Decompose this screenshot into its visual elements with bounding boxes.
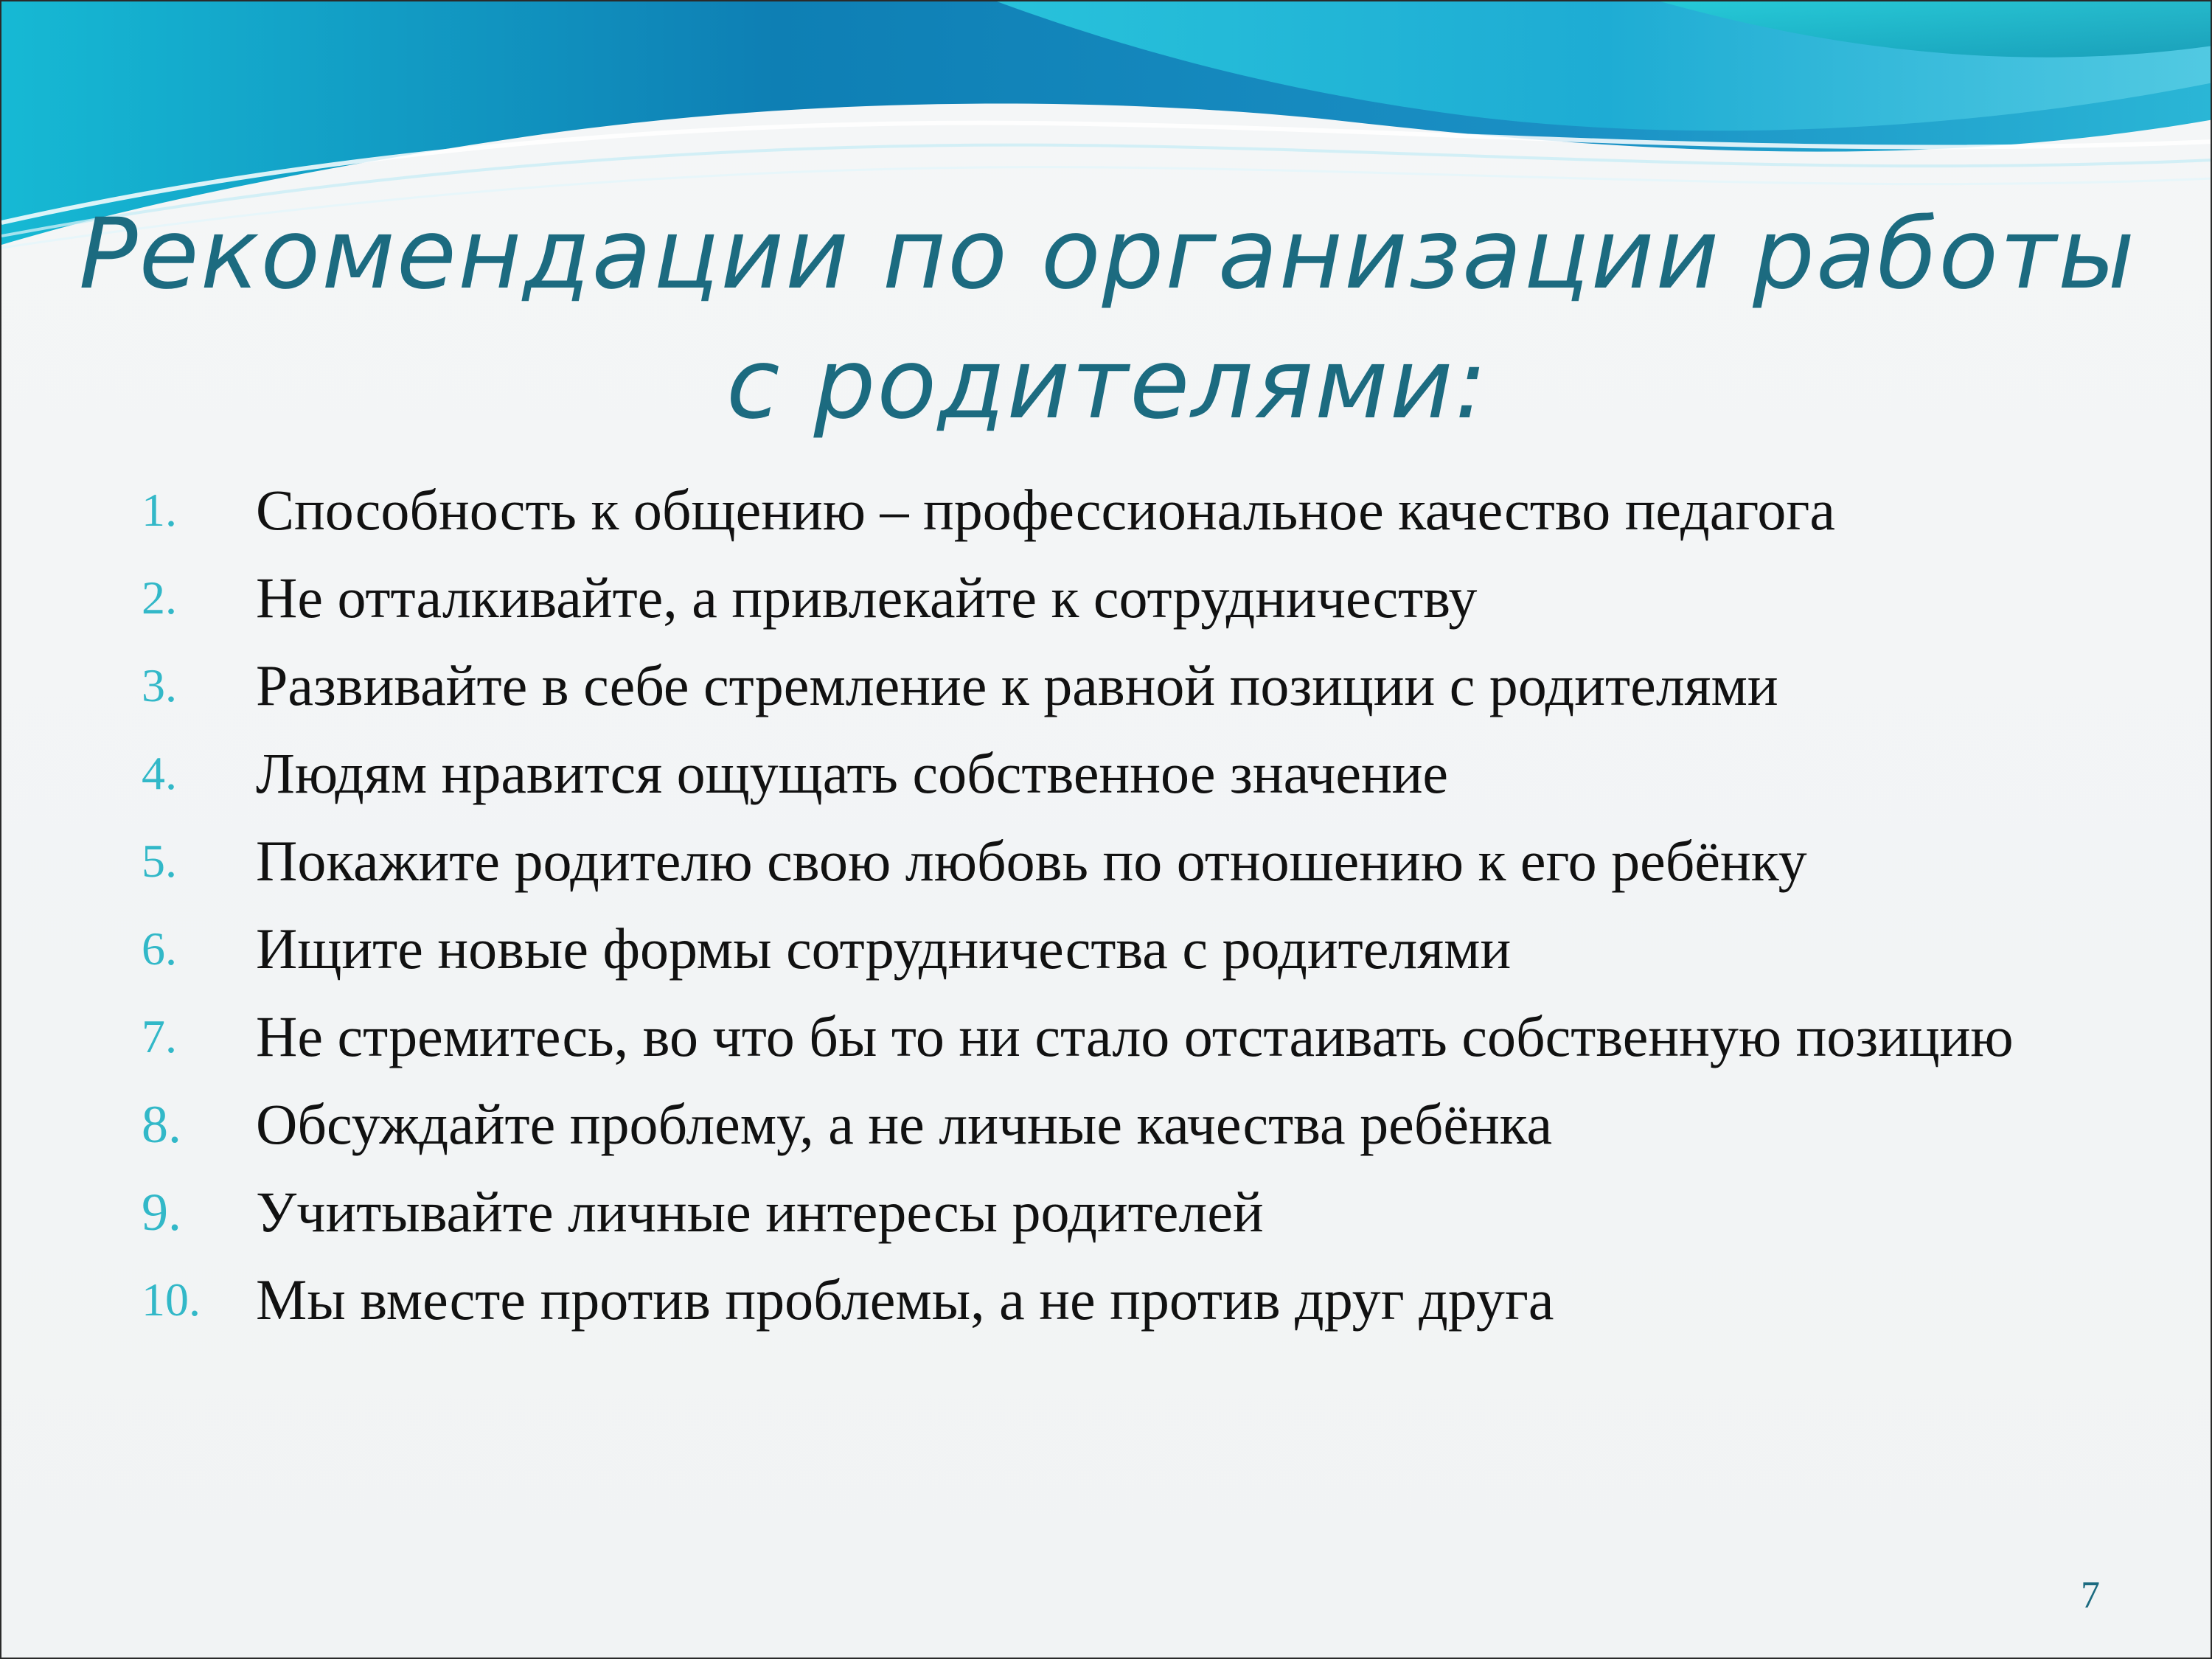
list-item-text: Способность к общению – профессиональное качество педагога	[256, 478, 1835, 542]
list-item-text: Людям нравится ощущать собственное значение	[256, 741, 1449, 805]
list-item-number: 6.	[142, 922, 177, 975]
list-item-number: 7.	[142, 1010, 177, 1062]
list-item-number: 4.	[142, 747, 177, 799]
list-item	[142, 1000, 2177, 1074]
list-item-text: Не стремитесь, во что бы то ни стало отстаивать собственную позицию	[256, 1004, 2014, 1068]
list-item-text: Ищите новые формы сотрудничества с родителями	[256, 917, 1512, 981]
list-item-number: 8.	[142, 1095, 181, 1154]
list-item-text: Развивайте в себе стремление к равной позиции с родителями	[256, 653, 1778, 717]
list-item	[142, 561, 2177, 635]
list-item	[142, 649, 2177, 723]
page-number: 7	[2081, 1574, 2100, 1616]
list-item	[142, 912, 2177, 986]
list-item-text: Учитывайте личные интересы родителей	[256, 1180, 1264, 1244]
list-item-text: Покажите родителю свою любовь по отношению к его ребёнку	[256, 829, 1807, 893]
list-item-number: 10.	[142, 1273, 201, 1326]
list-item	[142, 1175, 2177, 1249]
list-item-text: Не отталкивайте, а привлекайте к сотрудничеству	[256, 566, 1478, 630]
list-item-number: 5.	[142, 835, 177, 887]
list-item-number: 3.	[142, 659, 177, 712]
list-item	[142, 473, 2177, 547]
list-item-number: 2.	[142, 571, 177, 624]
list-item	[142, 737, 2177, 810]
recommendations-list	[142, 473, 2177, 1351]
list-item	[142, 1263, 2177, 1337]
list-item-number: 1.	[142, 484, 177, 536]
list-item-text: Обсуждайте проблему, а не личные качества ребёнка	[256, 1092, 1553, 1156]
list-item-text: Мы вместе против проблемы, а не против друг друга	[256, 1267, 1554, 1332]
list-item	[142, 824, 2177, 898]
list-item-number: 9.	[142, 1183, 181, 1242]
slide-title: Рекомендации по организации работы с родителями:	[78, 198, 2137, 441]
list-item	[142, 1088, 2177, 1161]
